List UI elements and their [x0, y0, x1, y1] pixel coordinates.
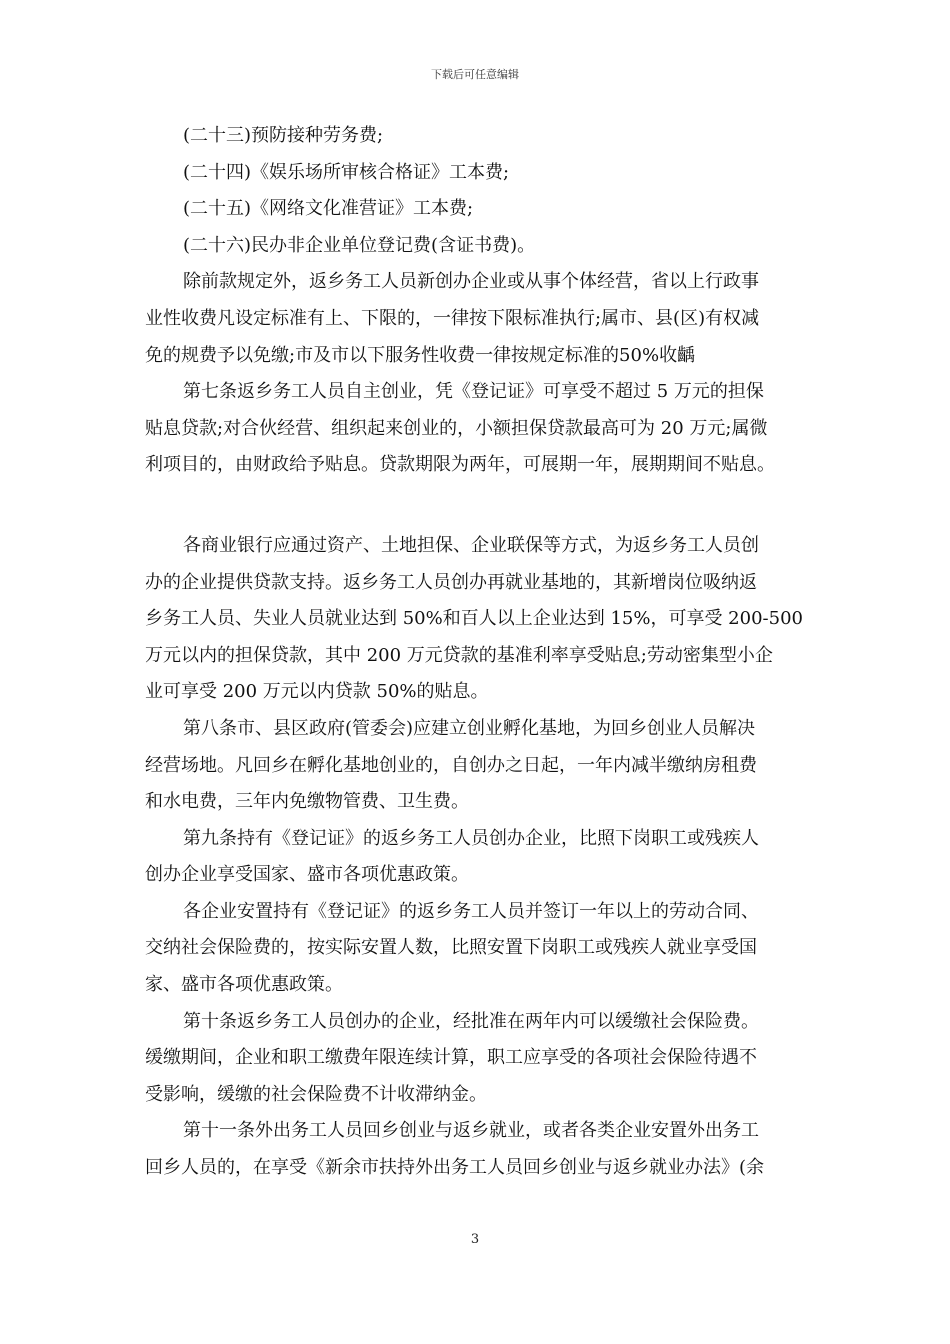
paragraph-line: 业性收费凡设定标准有上、下限的，一律按下限标准执行;属市、县(区)有权减	[145, 307, 760, 329]
paragraph-line: 乡务工人员、失业人员就业达到 50%和百人以上企业达到 15%，可享受 200-500	[145, 608, 803, 630]
document-body	[145, 118, 810, 1187]
page-header: 下载后可任意编辑	[431, 68, 519, 81]
paragraph-line: 第八条市、县区政府(管委会)应建立创业孵化基地，为回乡创业人员解决	[183, 717, 756, 739]
list-item: (二十三)预防接种劳务费;	[183, 125, 384, 146]
paragraph-line: 和水电费，三年内免缴物管费、卫生费。	[145, 791, 469, 813]
paragraph-line: 第九条持有《登记证》的返乡务工人员创办企业，比照下岗职工或残疾人	[183, 827, 759, 849]
list-item: (二十四)《娱乐场所审核合格证》工本费;	[183, 161, 510, 183]
paragraph-gap	[145, 484, 810, 528]
paragraph-line: 回乡人员的，在享受《新余市扶持外出务工人员回乡创业与返乡就业办法》(余	[145, 1157, 765, 1179]
paragraph-line: 创办企业享受国家、盛市各项优惠政策。	[145, 864, 469, 886]
paragraph-line: 各商业银行应通过资产、土地担保、企业联保等方式，为返乡务工人员创	[183, 534, 759, 556]
paragraph-line: 受影响，缓缴的社会保险费不计收滞纳金。	[145, 1083, 487, 1105]
paragraph-line: 第十条返乡务工人员创办的企业，经批准在两年内可以缓缴社会保险费。	[183, 1010, 759, 1032]
list-item: (二十六)民办非企业单位登记费(含证书费)。	[183, 234, 536, 256]
paragraph-line: 办的企业提供贷款支持。返乡务工人员创办再就业基地的，其新增岗位吸纳返	[145, 571, 757, 593]
paragraph-line: 交纳社会保险费的，按实际安置人数，比照安置下岗职工或残疾人就业享受国	[145, 937, 757, 959]
paragraph-line: 第十一条外出务工人员回乡创业与返乡就业，或者各类企业安置外出务工	[183, 1120, 759, 1142]
paragraph-line: 各企业安置持有《登记证》的返乡务工人员并签订一年以上的劳动合同、	[183, 900, 759, 922]
paragraph-line: 经营场地。凡回乡在孵化基地创业的，自创办之日起，一年内减半缴纳房租费	[145, 754, 757, 776]
paragraph-line: 免的规费予以免缴;市及市以下服务性收费一律按规定标准的50%收齲	[145, 344, 696, 366]
paragraph-line: 利项目的，由财政给予贴息。贷款期限为两年，可展期一年，展期期间不贴息。	[145, 454, 775, 476]
paragraph-line: 万元以内的担保贷款，其中 200 万元贷款的基准利率享受贴息;劳动密集型小企	[145, 644, 773, 666]
paragraph-line: 第七条返乡务工人员自主创业，凭《登记证》可享受不超过 5 万元的担保	[183, 381, 764, 403]
paragraph-line: 除前款规定外，返乡务工人员新创办企业或从事个体经营，省以上行政事	[183, 271, 759, 293]
list-item: (二十五)《网络文化准营证》工本费;	[183, 198, 474, 220]
page-number: 3	[470, 1232, 480, 1247]
paragraph-line: 家、盛市各项优惠政策。	[145, 974, 343, 996]
paragraph-line: 缓缴期间，企业和职工缴费年限连续计算，职工应享受的各项社会保险待遇不	[145, 1047, 757, 1069]
paragraph-line: 业可享受 200 万元以内贷款 50%的贴息。	[145, 681, 489, 703]
paragraph-line: 贴息贷款;对合伙经营、组织起来创业的，小额担保贷款最高可为 20 万元;属微	[145, 417, 768, 439]
